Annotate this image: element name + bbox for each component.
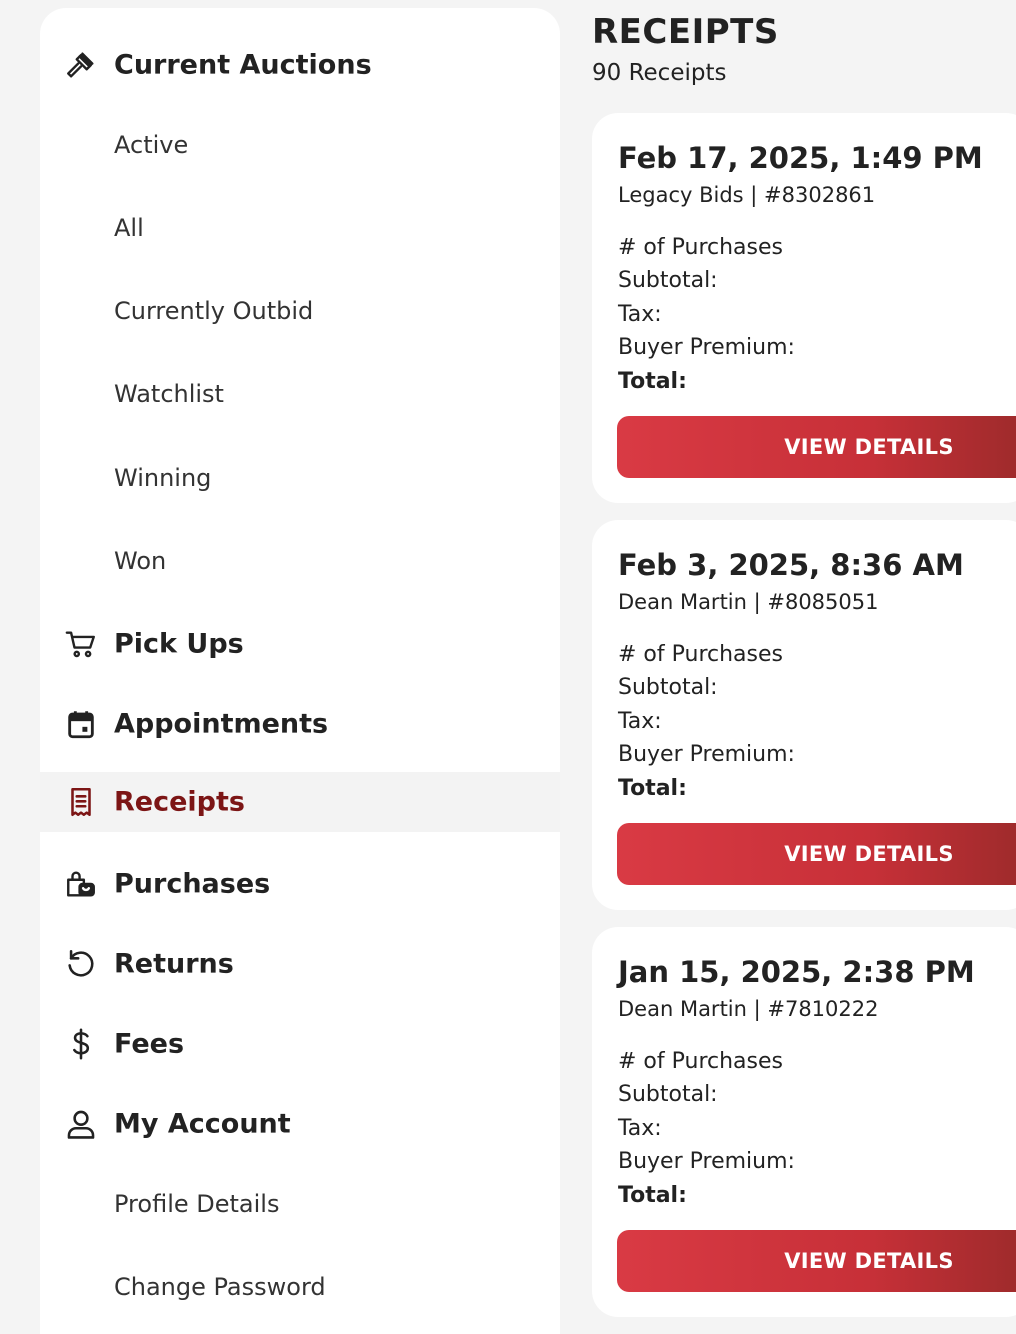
sidebar-item-label: Fees (114, 1028, 185, 1060)
purchases-count-label: # of Purchases (618, 1049, 783, 1074)
receipt-date: Feb 3, 2025, 8:36 AM (618, 548, 964, 582)
sidebar-item-pick-ups[interactable] (40, 614, 560, 674)
sidebar-subitem-won[interactable]: Won (114, 547, 167, 575)
tax-label: Tax: (618, 709, 662, 734)
sidebar-item-receipts[interactable] (40, 772, 560, 832)
calendar-icon (64, 707, 98, 741)
tax-label: Tax: (618, 1116, 662, 1141)
buyer-premium-label: Buyer Premium: (618, 1149, 795, 1174)
view-details-button[interactable] (617, 416, 1016, 478)
receipt-icon (64, 785, 98, 819)
button-label: VIEW DETAILS (784, 1249, 954, 1273)
sidebar-subitem-watchlist[interactable]: Watchlist (114, 380, 224, 408)
buyer-premium-label: Buyer Premium: (618, 335, 795, 360)
receipt-count: 90 Receipts (592, 60, 727, 86)
sidebar-item-label: My Account (114, 1108, 291, 1140)
receipt-seller-number: Legacy Bids | #8302861 (618, 183, 876, 207)
receipt-card (592, 113, 1016, 503)
subtotal-label: Subtotal: (618, 268, 718, 293)
dollar-icon (64, 1027, 98, 1061)
shopping-bag-icon (64, 867, 98, 901)
receipt-date: Feb 17, 2025, 1:49 PM (618, 141, 983, 175)
receipt-seller-number: Dean Martin | #8085051 (618, 590, 879, 614)
receipt-date: Jan 15, 2025, 2:38 PM (618, 955, 975, 989)
sidebar-subitem-change-password[interactable]: Change Password (114, 1273, 326, 1301)
user-icon (64, 1107, 98, 1141)
sidebar-item-label: Pick Ups (114, 628, 244, 660)
sidebar-subitem-winning[interactable]: Winning (114, 464, 212, 492)
sidebar-item-returns[interactable] (40, 934, 560, 994)
undo-icon (64, 947, 98, 981)
sidebar-subitem-active[interactable]: Active (114, 131, 189, 159)
subtotal-label: Subtotal: (618, 1082, 718, 1107)
subtotal-label: Subtotal: (618, 675, 718, 700)
view-details-button[interactable] (617, 823, 1016, 885)
sidebar-item-label: Current Auctions (114, 49, 372, 81)
sidebar-item-label: Appointments (114, 708, 329, 740)
sidebar-item-my-account[interactable] (40, 1094, 560, 1154)
sidebar-item-appointments[interactable] (40, 694, 560, 754)
tax-label: Tax: (618, 302, 662, 327)
gavel-icon (64, 48, 98, 82)
purchases-count-label: # of Purchases (618, 642, 783, 667)
sidebar-subitem-profile-details[interactable]: Profile Details (114, 1190, 280, 1218)
sidebar-subitem-all[interactable]: All (114, 214, 144, 242)
cart-icon (64, 627, 98, 661)
sidebar-item-purchases[interactable] (40, 854, 560, 914)
total-label: Total: (618, 776, 687, 801)
sidebar-item-label: Purchases (114, 868, 271, 900)
sidebar-item-current-auctions[interactable] (40, 35, 560, 95)
button-label: VIEW DETAILS (784, 842, 954, 866)
purchases-count-label: # of Purchases (618, 235, 783, 260)
button-label: VIEW DETAILS (784, 435, 954, 459)
sidebar-item-label: Receipts (114, 786, 245, 818)
sidebar-item-fees[interactable] (40, 1014, 560, 1074)
page-title: RECEIPTS (592, 12, 779, 52)
sidebar-nav (40, 8, 560, 1334)
total-label: Total: (618, 1183, 687, 1208)
sidebar-item-label: Returns (114, 948, 234, 980)
view-details-button[interactable] (617, 1230, 1016, 1292)
total-label: Total: (618, 369, 687, 394)
sidebar-subitem-currently-outbid[interactable]: Currently Outbid (114, 297, 314, 325)
buyer-premium-label: Buyer Premium: (618, 742, 795, 767)
receipt-card (592, 520, 1016, 910)
receipt-seller-number: Dean Martin | #7810222 (618, 997, 879, 1021)
receipt-card (592, 927, 1016, 1317)
